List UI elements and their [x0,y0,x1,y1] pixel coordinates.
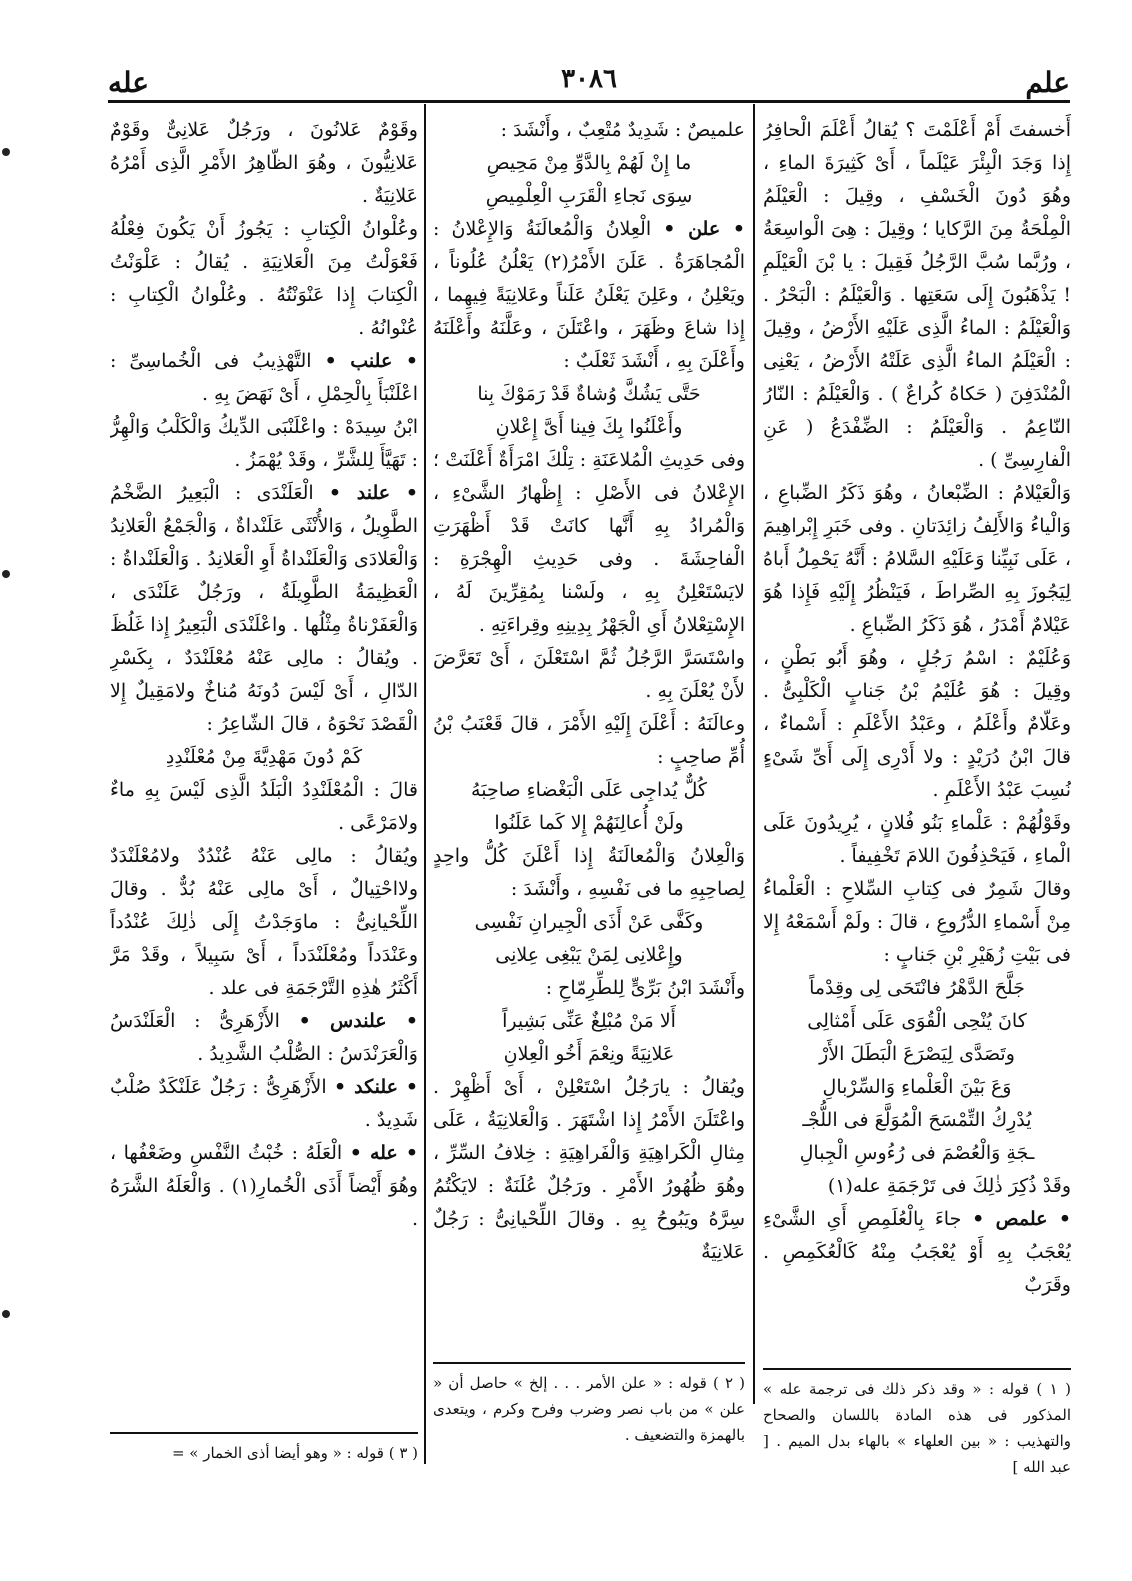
footnote-left [110,1432,418,1466]
entry-paragraph [433,1071,745,1269]
entry-headword: • عله • [349,1142,418,1164]
entry-text: وأَنْشَدَ ابْنُ بَرِّىٍّ لِلطِّرِمّاحِ : [545,977,745,999]
entry-text: الأَزْهَرِىُّ : الْعَلَنْدَسُ وَالْعَرَنْدَسُ : الصُّلْبُ الشَّدِيدُ . [110,1010,418,1065]
footnote-right [763,1368,1071,1480]
running-head-right: علم [1025,66,1070,99]
entry-paragraph [110,114,418,213]
entry-paragraph [433,840,745,906]
dictionary-entry [110,1071,418,1137]
entry-text: وتَصَدَّى لِيَصْرَعَ الْبَطَلَ الأَرْ [819,1043,1015,1065]
running-head-left: عله [108,66,149,99]
entry-text: وكَفَّى عَنْ أَذَى الْجِيرانِ نَفْسِى [474,911,704,933]
entry-headword: • علند • [328,482,418,504]
dictionary-entry [110,1005,418,1071]
entry-text: كَمْ دُونَ مَهْدِيَّةَ مِنْ مُعْلَنْدِدِ [165,746,363,768]
entry-text: الأَزْهَرِىُّ : رَجُلٌ عَلَنْكَدٌ صُلْبٌ شَدِيدٌ . [110,1076,418,1131]
verse-line [110,741,418,774]
footnote-middle [433,1362,745,1448]
entry-paragraph [763,477,1071,642]
entry-text: حَتَّى يَشُكَّ وُشاةٌ قَدْ رَمَوْكَ بِنا [477,383,701,405]
entry-text: وقَوْمٌ عَلانُونَ ، ورَجُلٌ عَلانِىٌّ وقَوْمٌ عَلانِيُّونَ ، وهُوَ الظّاهِرُ الأَمْرِ الَّذِى أَمْرُهُ عَلانِيَةٌ . [110,119,418,207]
verse-line [433,378,745,411]
entry-text: وإِعْلانِى لِمَنْ يَبْغِى عِلانِى [495,944,683,966]
entry-text: وعُلْوانُ الْكِتابِ : يَجُوزُ أَنْ يَكُونَ فِعْلُهُ فَعْوَلْتُ مِنَ الْعَلانِيَةِ . يُقالُ : عَلْوَنْتُ الْكِتابَ إِذا عَنْوَنْتُهُ . وعُلْوانُ الْكِتابِ : عُنْوانُهُ . [110,218,418,339]
verse-line [433,180,745,213]
verse-line [763,1071,1071,1104]
entry-text: وقَدْ ذُكِرَ ذٰلِكَ فى تَرْجَمَةِ عله(١) [827,1175,1071,1197]
dictionary-entry [110,1137,418,1236]
entry-headword: • علن • [663,218,745,240]
entry-text: ويُقالُ : مالِى عَنْهُ عُنْدُدٌ ولامُعْلَنْدَدٌ ولااحْتِيالٌ ، أَىْ مالِى عَنْهُ بُدٌّ . وقالَ اللِّحْيانِىُّ : ماوَجَدْتُ إِلَى ذٰلِكَ عُنْدُداً وعَنْدَداً ومُعْلَنْدَداً ، أَىْ سَبِيلاً ، وقَدْ مَرَّ أَكْثَرُ هٰذِهِ التَّرْجَمَةِ فى علد . [110,845,418,999]
verse-line [763,1005,1071,1038]
entry-text: أَخسفتَ أَمْ أَعْلَمْتَ ؟ يُقالُ أَعْلَمَ الْحافِرُ إِذا وَجَدَ الْبِئْرَ عَيْلَماً ، أَىْ كَثِيرَةَ الماءِ ، وهُوَ دُونَ الْخَسْفِ ، وقِيلَ : الْعَيْلَمُ الْمِلْحَةُ مِنَ الرَّكايا ؛ وقِيلَ : هِىَ الْواسِعَةُ ، ورُبَّما سُبَّ الرَّجُلُ فَقِيلَ : يا بْنَ الْعَيْلَمِ ! يَذْهَبُونَ إِلَى سَعَتِها . وَالْعَيْلَمُ : الْبَحْرُ . وَالْعَيْلَمُ : الماءُ الَّذِى عَلَيْهِ الأَرْضُ ، وقِيلَ : الْعَيْلَمُ الماءُ الَّذِى عَلَتْهُ الأَرْضُ ، يَعْنِى الْمُنْدَفِنَ ( حَكاهُ كُراعٌ ) . وَالْعَيْلَمُ : النّارُ النّاعِمُ . وَالْعَيْلَمُ : الضِّفْدَعُ ( عَنِ الْفارِسِىِّ ) . [763,119,1071,471]
verse-line [763,1137,1071,1170]
margin-mark [2,1310,10,1318]
entry-paragraph [110,213,418,345]
dictionary-entry [110,345,418,411]
verse-line [433,1038,745,1071]
entry-paragraph [110,774,418,840]
entry-paragraph [110,840,418,1005]
entry-text: أَلا مَنْ مُبْلِغٌ عَنِّى بَشِيراً [502,1010,676,1032]
footnote-text: ( ٢ ) قوله : « علن الأمر . . . إلخ » حاصل أن « علن » من باب نصر وضرب وفرح وكرم ، ويتعدى بالهمزة والتضعيف . [433,1374,746,1444]
entry-text: الْعَلَهُ : خُبْثُ النَّفْسِ وضَعْفُها ، وهُوَ أَيْضاً أَذَى الْخُمارِ(١) . وَالْعَلَهُ الشَّرَهُ . [110,1142,418,1230]
verse-line [763,1104,1071,1137]
entry-paragraph [110,411,418,477]
verse-line [433,1005,745,1038]
column-divider [753,104,755,1404]
entry-paragraph [763,1170,1071,1203]
entry-text: ابْنُ سِيدَهْ : واعْلَنْبَى الدِّيكُ وَالْكَلْبُ وَالْهِرُّ : تَهَيَّأَ لِلشَّرِّ ، وقَدْ يُهْمَزُ . [110,416,418,471]
entry-headword: • علندس • [298,1010,418,1032]
entry-text: علميصٌ : شَدِيدٌ مُتْعِبٌ ، وأَنْشَدَ : [500,119,745,141]
entry-text: عَلانِيَةً ونِعْمَ أَخُو الْعِلانِ [503,1043,675,1065]
entry-text: يُدْرِكُ التِّمْسَحَ الْمُوَلَّعَ فى اللُّجْـ [802,1109,1032,1131]
entry-text: الْعِلانُ وَالْمُعالَنَةُ وَالإِعْلانُ : الْمُجاهَرَةُ . عَلَنَ الأَمْرُ(٢) يَعْلُنُ عُلُوناً ، ويَعْلِنُ ، وعَلِنَ يَعْلَنُ عَلَناً وعَلانِيَةً فِيهِما ، إِذا شاعَ وظَهَرَ ، واعْتَلَنَ ، وعَلَّنَهُ وأَعْلَنَهُ وأَعْلَنَ بِهِ ، أَنْشَدَ ثَعْلَبٌ : [433,218,745,372]
entry-text: وَالْعِلانُ وَالْمُعالَنَةُ إِذا أَعْلَنَ كُلُّ واحِدٍ لِصاحِبِهِ ما فى نَفْسِهِ ، وأَنْشَدَ : [433,845,745,900]
entry-text: سِوَى نَجاءِ الْقَرَبِ الْعِلْمِيصِ [485,185,693,207]
entry-text: الْعَلَنْدَى : الْبَعِيرُ الضَّخْمُ الطَّوِيلُ ، وَالأُنْثَى عَلَنْداةٌ ، وَالْجَمْعُ الْعَلانِدُ وَالْعَلادَى وَالْعَلَنْداةُ أَوِ الْعَلانِدُ . وَالْعَلَنْداةُ : الْعَظِيمَةُ الطَّوِيلَةُ ، ورَجُلٌ عَلَنْدَى ، وَالْعَفَرْناةُ مِثْلُها . واعْلَنْدَى الْبَعِيرُ إِذا غَلُظَ . ويُقالُ : مالِى عَنْهُ مُعْلَنْدَدٌ ، بِكَسْرِ الدّالِ ، أَىْ لَيْسَ دُونَهُ مُناخٌ ولامَقِيلٌ إِلا الْقَصْدَ نَحْوَهُ ، قالَ الشّاعِرُ : [110,482,418,735]
column-left [110,114,418,1474]
entry-text: وقَوْلُهُمْ : عَلْماءِ بَنُو فُلانٍ ، يُرِيدُونَ عَلَى الْماءِ ، فَيَحْذِفُونَ اللامَ تَخْفِيفاً . [763,812,1071,867]
footnote-text: ( ١ ) قوله : « وقد ذكر ذلك فى ترجمة عله » المذكور فى هذه المادة باللسان والصحاح والتهذيب : « بين العلهاء » بالهاء بدل الميم . [ عبد الله ] [763,1380,1071,1476]
entry-text: ولَنْ أُعالِنَهُمْ إِلا كَما عَلَنُوا [494,812,684,834]
entry-paragraph [763,807,1071,873]
verse-line [433,774,745,807]
entry-text: وقالَ شَمِرٌ فى كِتابِ السِّلاحِ : الْعَلْماءُ مِنْ أَسْماءِ الدُّرُوعِ ، قالَ : ولَمْ أَسْمَعْهُ إِلا فى بَيْتِ زُهَيْرِ بْنِ جَنابٍ : [763,878,1071,966]
margin-mark [2,148,10,156]
margin-mark [2,570,10,578]
entry-text: وفى حَدِيثِ الْمُلاعَنَةِ : تِلْكَ امْرَأَةٌ أَعْلَنَتْ ؛ الإِعْلانُ فى الأَصْلِ : إِظْهارُ الشَّىْءِ ، وَالْمُرادُ بِهِ أَنَّها كانَتْ قَدْ أَظْهَرَتِ الْفاحِشَةَ . وفى حَدِيثِ الْهِجْرَةِ : لايَسْتَعْلِنُ بِهِ ، ولَسْنا بِمُقِرِّينَ لَهُ ، الإِسْتِعْلانُ أَىِ الْجَهْرُ بِدِينِهِ وقِراءَتِهِ . [433,449,745,636]
verse-line [433,147,745,180]
page-header [108,64,1070,104]
entry-text: وعالَنَهُ : أَعْلَنَ إِلَيْهِ الأَمْرَ ، قالَ قَعْنَبُ بْنُ أُمِّ صاحِبٍ : [433,713,745,768]
verse-line [433,807,745,840]
entry-headword: • علمص • [972,1208,1071,1230]
entry-paragraph [433,708,745,774]
entry-text: كُلٌّ يُداجِى عَلَى الْبَغْضاءِ صاحِبَهُ [471,779,707,801]
entry-text: وَعَ بَيْنَ الْعَلْماءِ وَالسِّرْبالِ [822,1076,1012,1098]
entry-text: كانَ يُنْحِى الْقُوَى عَلَى أَمْثالِى [807,1010,1027,1032]
entry-paragraph [433,444,745,642]
column-right [763,114,1071,1474]
column-middle [433,114,745,1474]
page-number: ٣٠٨٦ [561,64,617,94]
dictionary-entry [433,213,745,378]
verse-line [433,411,745,444]
entry-text: ـجَةِ وَالْعُصْمَ فى رُءُوسِ الْجِبالِ [799,1142,1035,1164]
dictionary-entry [110,477,418,741]
entry-paragraph [433,972,745,1005]
entry-text: جَلَّحَ الدَّهْرُ فانْتَحَى لِى وقِدْماً [809,977,1025,999]
entry-text: واسْتَسَرَّ الرَّجُلُ ثُمَّ اسْتَعْلَنَ ، أَىْ تَعَرَّضَ لأَنْ يُعْلَنَ بِهِ . [433,647,745,702]
entry-text: وَعُلَيْمٌ : اسْمُ رَجُلٍ ، وهُوَ أَبُو بَطْنٍ ، وقِيلَ : هُوَ عُلَيْمُ بْنُ جَنابٍ الْكَلْبِىُّ . وعَلّامٌ وأَعْلَمُ ، وعَبْدُ الأَعْلَمِ : أَسْماءٌ ، قالَ ابْنُ دُرَيْدٍ : ولا أَدْرِى إِلَى أَىِّ شَىْءٍ نُسِبَ عَبْدُ الأَعْلَمِ . [763,647,1071,801]
entry-text: وَالْعَيْلامُ : الضِّبْعانُ ، وهُوَ ذَكَرُ الضِّباعِ ، وَالْياءُ وَالأَلِفُ زائِدَتانِ . وفى خَبَرِ إِبْراهِيمَ ، عَلَى نَبِيِّنا وَعَلَيْهِ السَّلامُ : أَنَّهُ يَحْمِلُ أَباهُ لِيَجُوزَ بِهِ الصِّراطَ ، فَيَنْظُرُ إِلَيْهِ فَإِذا هُوَ عَيْلامٌ أَمْدَرُ ، هُوَ ذَكَرُ الضِّباعِ . [763,482,1071,636]
header-rule [108,100,1070,103]
entry-headword: • علنب • [324,350,418,372]
entry-paragraph [433,642,745,708]
entry-paragraph [763,873,1071,972]
entry-text: ويُقالُ : يارَجُلُ اسْتَعْلِنْ ، أَىْ أَظْهِرْ . واعْتَلَنَ الأَمْرُ إِذا اشْتَهَرَ . وَالْعَلانِيَةُ ، عَلَى مِثالِ الْكَراهِيَةِ وَالْفَراهِيَةِ : خِلافُ السِّرِّ ، وهُوَ ظُهُورُ الأَمْرِ . ورَجُلٌ عُلَنَةٌ : لايَكْتُمُ سِرَّهُ ويَبُوحُ بِهِ . وقالَ اللِّحْيانِىُّ : رَجُلٌ عَلانِيَةٌ [433,1076,745,1263]
footnote-text: ( ٣ ) قوله : « وهو أيضا أذى الخمار » = [171,1444,418,1462]
entry-text: قالَ : الْمُعْلَنْدِدُ الْبَلَدُ الَّذِى لَيْسَ بِهِ ماءٌ ولامَرْعًى . [110,779,418,834]
entry-text: جاءَ بِالْعُلَمِصِ أَىِ الشَّىْءِ يُعْجَبُ بِهِ أَوْ يُعْجَبُ مِنْهُ كَالْعُكَمِصِ . وقَرَبٌ [763,1208,1071,1296]
verse-line [433,939,745,972]
entry-text: وأَعْلَنُوا بِكَ فِينا أَىَّ إِعْلانِ [495,416,683,438]
entry-headword: • علنكد • [334,1076,418,1098]
verse-line [433,906,745,939]
entry-text: ما إِنْ لَهُمْ بِالدَّوِّ مِنْ مَحِيصِ [486,152,692,174]
entry-text: التَّهْذِيبُ فى الْخُماسِىِّ : اعْلَنْبَأَ بِالْحِمْلِ ، أَىْ نَهَضَ بِهِ . [110,350,418,405]
entry-paragraph [763,642,1071,807]
entry-paragraph [433,114,745,147]
entry-paragraph [763,114,1071,477]
dictionary-entry [763,1203,1071,1302]
verse-line [763,1038,1071,1071]
column-divider [424,104,426,1464]
verse-line [763,972,1071,1005]
